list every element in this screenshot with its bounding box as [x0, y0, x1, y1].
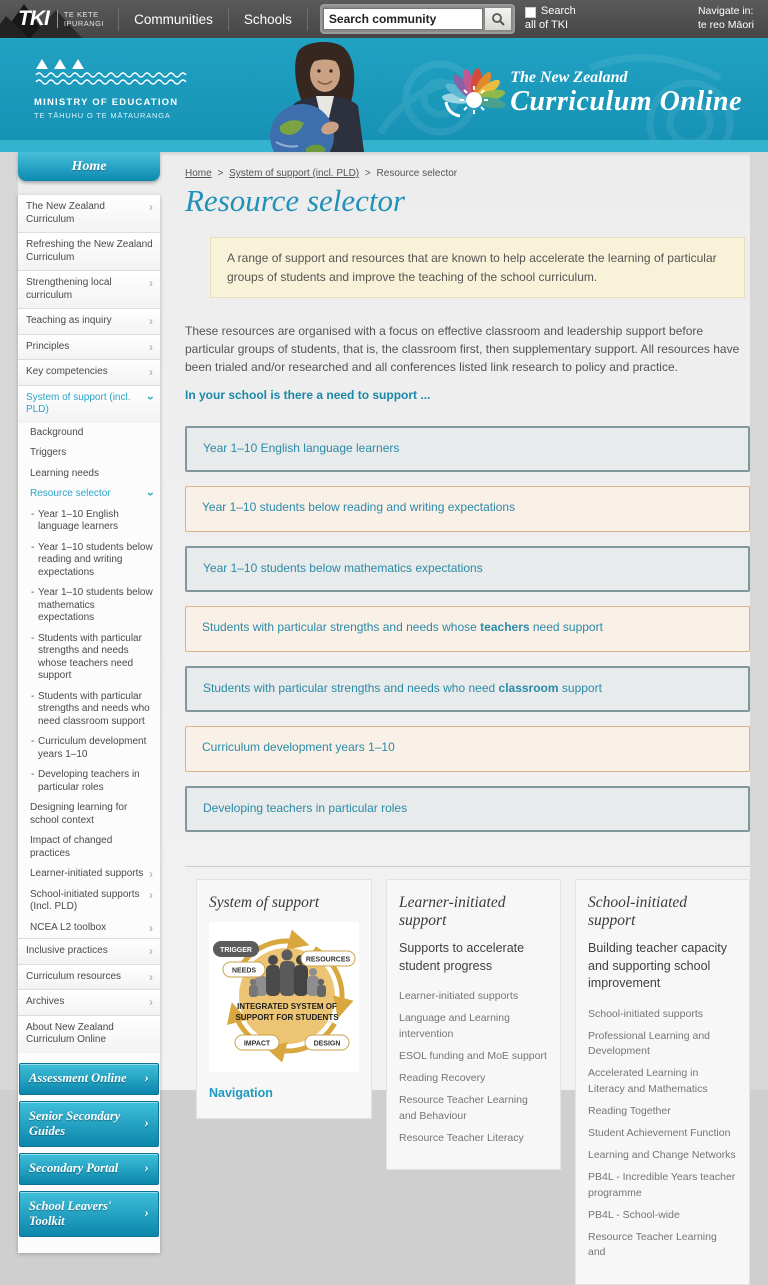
card-link[interactable]: Language and Learning intervention: [399, 1012, 510, 1040]
sidebar-button-label: Senior Secondary Guides: [29, 1108, 121, 1138]
search-all-checkbox[interactable]: [525, 7, 536, 18]
chevron-right-icon: ›: [144, 1205, 149, 1221]
selector-box-curriculum-development[interactable]: [185, 726, 750, 772]
selector-box-text: Developing teachers in particular roles: [203, 801, 408, 816]
card-link[interactable]: PB4L - Incredible Years teacher programme: [588, 1171, 736, 1199]
chevron-right-icon: ›: [149, 314, 153, 328]
svg-text:DESIGN: DESIGN: [313, 1040, 341, 1048]
search-button[interactable]: [484, 7, 512, 31]
sidebar-item[interactable]: [18, 687, 160, 733]
navigate-label: Navigate in:: [697, 5, 754, 18]
topbar-separator: [307, 7, 308, 31]
sidebar-button[interactable]: [19, 1153, 159, 1185]
sidebar-item-label: Archives: [26, 996, 65, 1007]
sidebar-item[interactable]: [18, 798, 160, 831]
sidebar-item-label: System of support (incl. PLD): [26, 391, 131, 415]
selector-box-bold: classroom: [498, 681, 559, 696]
sidebar-item-label: Learning needs: [30, 467, 99, 479]
sidebar-item-label: - Year 1–10 students below reading and writing expectations: [38, 541, 153, 578]
sidebar-item[interactable]: [18, 1015, 160, 1053]
sidebar-item-label: - Year 1–10 English language learners: [38, 508, 119, 532]
card-links: [588, 1007, 737, 1261]
card-link[interactable]: Learning and Change Networks: [588, 1149, 736, 1162]
card-school-initiated-support: [575, 879, 750, 1284]
site-banner: [0, 38, 768, 152]
sidebar-item[interactable]: [18, 308, 160, 334]
sidebar-item-label: - Students with particular strengths and needs whose teachers need support: [38, 632, 142, 681]
sidebar-item[interactable]: [18, 732, 160, 765]
breadcrumb-current: Resource selector: [376, 168, 458, 179]
sidebar-nav: [18, 195, 160, 1253]
sidebar-item-label: - Students with particular strengths and needs who need classroom support: [38, 690, 150, 727]
navigate-language-link[interactable]: te reo Māori: [697, 19, 754, 31]
sidebar-item-label: Designing learning for school context: [30, 802, 128, 826]
selector-box-classroom-support[interactable]: [185, 666, 750, 712]
sidebar-item[interactable]: [18, 538, 160, 584]
card-link[interactable]: Learner-initiated supports: [399, 990, 519, 1003]
sidebar-item-label: Impact of changed practices: [30, 835, 113, 859]
content-area: [0, 152, 768, 1259]
site-title-line1: The New Zealand: [510, 68, 628, 86]
card-link[interactable]: Resource Teacher Learning and: [588, 1231, 717, 1259]
sidebar-item[interactable]: [18, 484, 160, 505]
card-link[interactable]: School-initiated supports: [588, 1007, 703, 1020]
breadcrumb-separator: >: [217, 168, 224, 179]
navigation-link[interactable]: Navigation: [209, 1086, 273, 1101]
koru-fan-icon: [440, 60, 498, 126]
sidebar-item[interactable]: [18, 885, 160, 918]
sidebar-item[interactable]: [18, 232, 160, 270]
sidebar-item-label: About New Zealand Curriculum Online: [26, 1021, 114, 1045]
page-title: Resource selector: [185, 183, 406, 218]
sidebar-items: [18, 195, 160, 1053]
main-content: [185, 152, 750, 1285]
chevron-right-icon: ›: [144, 1115, 149, 1131]
card-subtitle: Supports to accelerate student progress: [399, 941, 525, 973]
home-tab[interactable]: Home: [18, 152, 160, 181]
sidebar-item[interactable]: [18, 443, 160, 464]
nz-curriculum-online-logo[interactable]: [440, 60, 742, 126]
sidebar-item-label: - Year 1–10 students below mathematics expectations: [38, 587, 153, 623]
chevron-down-icon: ›: [144, 492, 158, 496]
sidebar-item[interactable]: [18, 938, 160, 964]
ministry-of-education-logo[interactable]: [34, 58, 194, 120]
topbar: [0, 0, 768, 38]
chevron-down-icon: ›: [144, 395, 158, 400]
cards-row: [185, 879, 750, 1284]
chevron-right-icon: ›: [149, 920, 153, 935]
sidebar-item-label: Curriculum resources: [26, 970, 122, 982]
sidebar: [18, 152, 160, 1253]
svg-text:TRIGGER: TRIGGER: [220, 947, 252, 955]
section-divider: [185, 866, 750, 867]
sidebar-item[interactable]: [18, 989, 160, 1015]
sidebar-item[interactable]: [18, 423, 160, 444]
sidebar-item[interactable]: [18, 964, 160, 990]
chevron-right-icon: ›: [149, 995, 153, 1009]
tki-logo[interactable]: [0, 0, 116, 38]
selector-box-mathematics[interactable]: [185, 546, 750, 592]
search-icon: [491, 12, 505, 26]
sidebar-item-label: Inclusive practices: [26, 945, 108, 956]
sidebar-button-label: Assessment Online: [29, 1071, 127, 1085]
selector-box-text: Year 1–10 students below reading and writing expectations: [202, 500, 516, 515]
moe-name: MINISTRY OF EDUCATION: [34, 97, 179, 108]
selector-box-teachers-need-support[interactable]: [185, 606, 750, 652]
svg-text:NEEDS: NEEDS: [231, 967, 257, 975]
card-title: School-initiated support: [588, 894, 688, 930]
sidebar-item-label: Strengthening local curriculum: [26, 277, 112, 301]
navigate-in: [698, 5, 768, 32]
sidebar-item[interactable]: [18, 765, 160, 798]
sidebar-item-label: Refreshing the New Zealand Curriculum: [26, 239, 153, 263]
chevron-right-icon: ›: [144, 1070, 149, 1086]
sidebar-item-label: Key competencies: [26, 366, 108, 377]
intro-box: A range of support and resources that are known to help accelerate the learning of particular groups of students and improve the teaching of the school curriculum.: [210, 237, 745, 298]
tki-logo-line2: IPURANGI: [63, 19, 105, 28]
moe-logo-marks: [34, 58, 194, 86]
sidebar-item-label: Background: [30, 426, 84, 438]
sidebar-item[interactable]: [18, 864, 160, 885]
card-learner-initiated-support: [386, 879, 561, 1170]
sidebar-item[interactable]: [18, 918, 160, 939]
selector-box-text: Students with particular strengths and needs whose: [202, 620, 481, 635]
selector-box-developing-teachers[interactable]: [185, 786, 750, 832]
sidebar-item[interactable]: [18, 385, 160, 423]
banner-photo-woman-with-globe: [240, 38, 410, 152]
chevron-right-icon: ›: [149, 887, 153, 902]
sidebar-item[interactable]: [18, 583, 160, 629]
right-rail: [750, 152, 768, 1090]
tki-logo-line1: TE KETE: [63, 9, 99, 19]
selector-box-text: Curriculum development years 1–10: [202, 740, 395, 755]
sidebar-button-label: Secondary Portal: [29, 1161, 119, 1175]
sidebar-item-label: Resource selector: [30, 488, 111, 499]
sidebar-item-label: NCEA L2 toolbox: [30, 921, 107, 933]
sidebar-item[interactable]: [18, 334, 160, 360]
selector-box-text: support: [558, 681, 602, 696]
card-link[interactable]: Reading Recovery: [399, 1072, 486, 1085]
sidebar-item-label: - Curriculum development years 1–10: [38, 736, 147, 760]
chevron-right-icon: ›: [149, 276, 153, 290]
card-subtitle: Building teacher capacity and supporting school improvement: [588, 941, 727, 991]
question-heading: In your school is there a need to support ...: [185, 388, 431, 403]
sidebar-promo-buttons: [18, 1063, 160, 1237]
selector-box-english-language-learners[interactable]: [185, 426, 750, 472]
search-scope: [525, 5, 576, 33]
card-link[interactable]: Resource Teacher Learning and Behaviour: [399, 1094, 528, 1122]
svg-text:IMPACT: IMPACT: [243, 1040, 271, 1048]
card-link[interactable]: ESOL funding and MoE support: [399, 1049, 547, 1062]
chevron-right-icon: ›: [149, 867, 153, 881]
chevron-right-icon: ›: [149, 365, 153, 379]
sidebar-item-label: - Developing teachers in particular roles: [38, 769, 140, 793]
site-title: [510, 70, 742, 116]
card-links: [399, 989, 548, 1146]
selector-box-text: Year 1–10 English language learners: [203, 441, 400, 456]
selector-box-text: Students with particular strengths and needs who need: [203, 681, 499, 696]
sidebar-item-label: School-initiated supports (Incl. PLD): [30, 888, 140, 912]
sidebar-item-label: Learner-initiated supports: [30, 868, 144, 879]
sidebar-button[interactable]: [19, 1191, 159, 1237]
tki-logo-text: TKI: [18, 7, 49, 30]
selector-box-reading-writing[interactable]: [185, 486, 750, 532]
topbar-separator: [228, 7, 229, 31]
svg-text:RESOURCES: RESOURCES: [305, 956, 351, 964]
tki-logo-subtext: [57, 10, 104, 29]
sidebar-item[interactable]: [18, 359, 160, 385]
svg-text:INTEGRATED SYSTEM OF: INTEGRATED SYSTEM OF: [237, 1002, 337, 1012]
sidebar-item-label: Teaching as inquiry: [26, 315, 112, 326]
chevron-right-icon: ›: [149, 969, 153, 984]
sidebar-item[interactable]: [18, 270, 160, 308]
breadcrumb-separator: >: [364, 168, 371, 179]
card-link[interactable]: Accelerated Learning in Literacy and Mathematics: [588, 1067, 708, 1095]
card-link[interactable]: Professional Learning and Development: [588, 1029, 711, 1058]
sidebar-button[interactable]: [19, 1101, 159, 1147]
svg-text:SUPPORT FOR STUDENTS: SUPPORT FOR STUDENTS: [235, 1013, 339, 1023]
sidebar-item-label: The New Zealand Curriculum: [26, 201, 105, 225]
sidebar-item[interactable]: [18, 831, 160, 864]
left-rail: [0, 152, 18, 1090]
selector-box-text: need support: [529, 620, 603, 635]
chevron-right-icon: ›: [149, 339, 153, 354]
card-link[interactable]: Student Achievement Function: [588, 1127, 731, 1139]
sidebar-item-label: Triggers: [30, 447, 67, 458]
chevron-right-icon: ›: [149, 200, 153, 214]
site-title-line2: Curriculum Online: [510, 85, 742, 117]
card-link[interactable]: Resource Teacher Literacy: [399, 1131, 524, 1144]
card-title: Learner-initiated support: [399, 894, 506, 930]
sidebar-button-label: School Leavers' Toolkit: [29, 1198, 112, 1228]
search-scope-label1: Search: [540, 5, 576, 18]
sidebar-item[interactable]: [18, 464, 160, 485]
sidebar-item[interactable]: [18, 505, 160, 538]
chevron-right-icon: ›: [144, 1160, 149, 1176]
search-scope-label2: all of TKI: [524, 19, 569, 31]
breadcrumb-home[interactable]: Home: [185, 168, 212, 179]
selector-box-bold: teachers: [480, 620, 530, 635]
breadcrumb-system-of-support[interactable]: System of support (incl. PLD): [229, 168, 360, 179]
chevron-right-icon: ›: [149, 944, 153, 958]
moe-name-maori: TE TĀHUHU O TE MĀTAURANGA: [34, 111, 171, 120]
nav-communities[interactable]: Communities: [134, 11, 213, 27]
selector-box-text: Year 1–10 students below mathematics expectations: [203, 561, 483, 576]
sidebar-item[interactable]: [18, 629, 160, 687]
card-link[interactable]: PB4L - School-wide: [588, 1208, 680, 1221]
breadcrumb: [185, 168, 750, 179]
search-input[interactable]: [323, 8, 483, 30]
nav-schools[interactable]: Schools: [243, 11, 292, 27]
sidebar-item-label: Principles: [26, 340, 70, 352]
card-link[interactable]: Reading Together: [588, 1104, 671, 1117]
sidebar-button[interactable]: [19, 1063, 159, 1095]
search-box: [320, 4, 515, 34]
system-of-support-diagram: [209, 922, 359, 1072]
card-system-of-support: [196, 879, 372, 1119]
card-title: System of support: [209, 894, 320, 912]
sidebar-item[interactable]: [18, 195, 160, 232]
intro-paragraph: These resources are organised with a focus on effective classroom and leadership support before particular groups of students, that is, the classroom first, then supplementary support. All resources have been trialed and/or researched and all conferences listed link research to policy and practice.: [185, 324, 740, 375]
